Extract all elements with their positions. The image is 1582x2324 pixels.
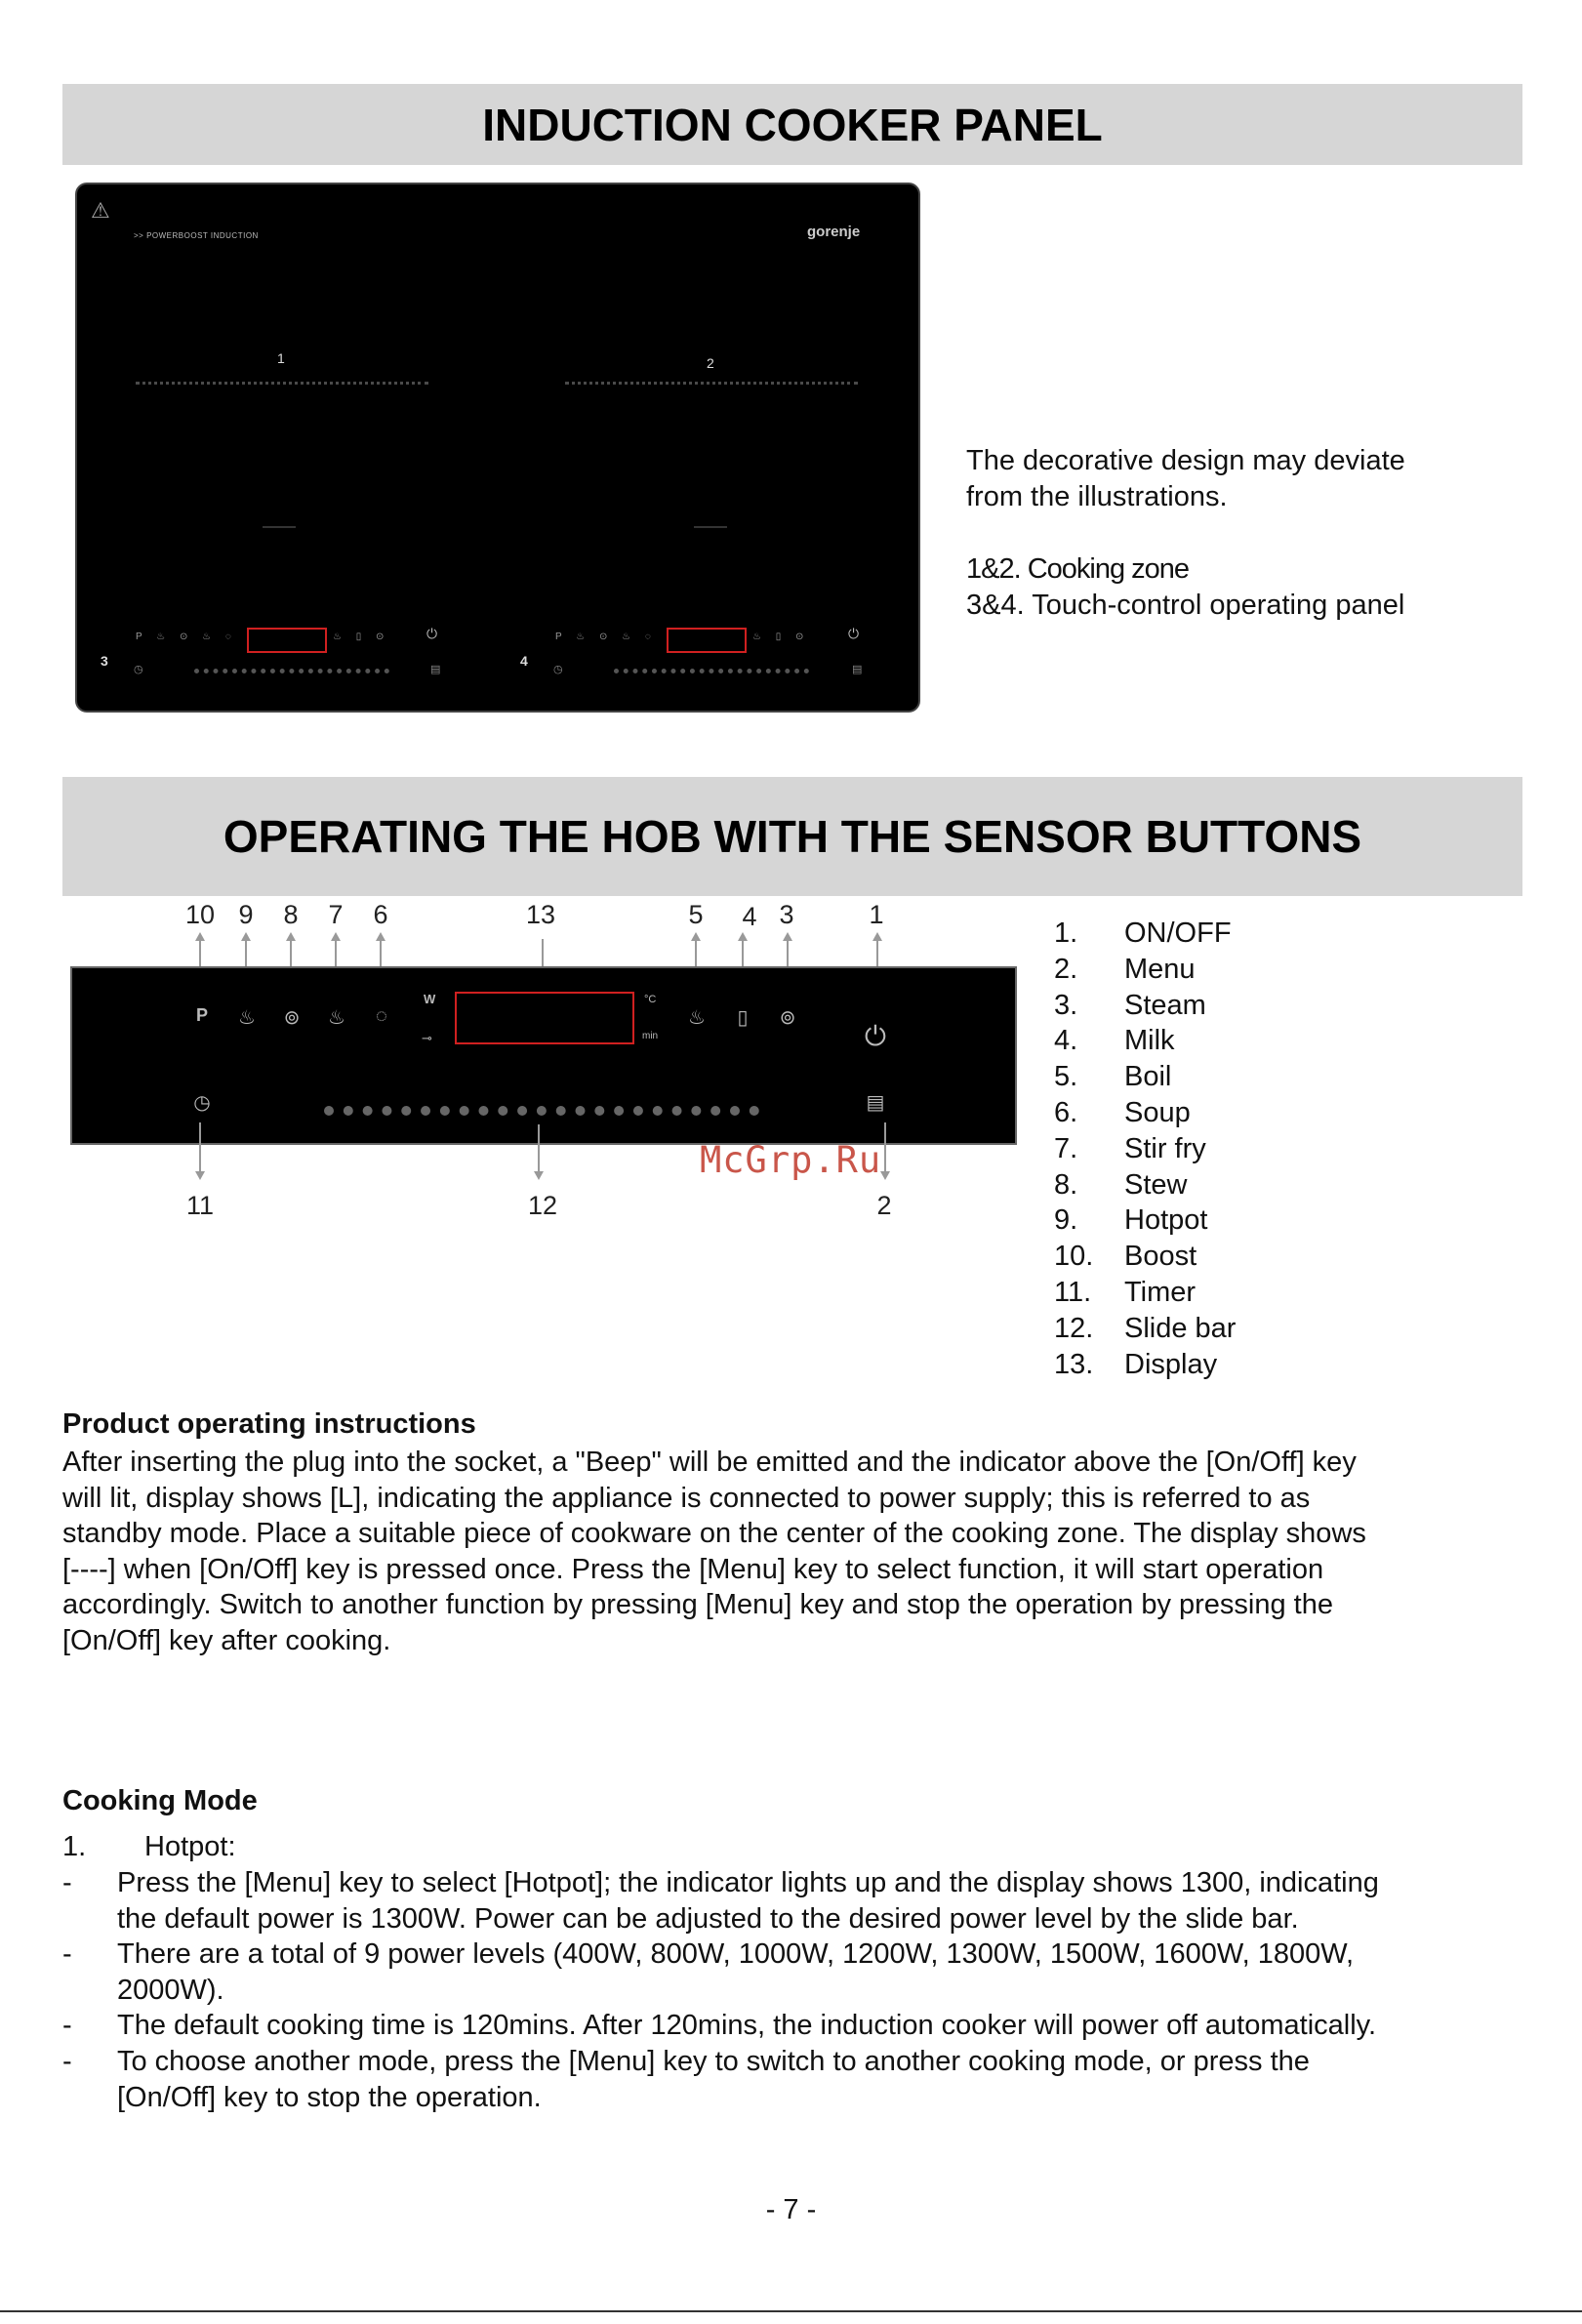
bottom-rule	[0, 2310, 1582, 2312]
page-number: - 7 -	[765, 2194, 817, 2225]
legend-item: 8. Stew	[1054, 1168, 1188, 1201]
display-window	[455, 992, 634, 1044]
zone-2-marker	[694, 526, 727, 528]
menu-icon: ▤	[866, 1092, 885, 1114]
celsius-label: °C	[644, 994, 657, 1005]
instructions-line: [On/Off] key after cooking.	[62, 1624, 391, 1656]
hotpot-detail-item: - Press the [Menu] key to select [Hotpot]; the indicator lights up and the display shows 1300, indicating the default power is 1300W. Power can be adjusted to the desired power level by the slide bar.	[62, 1867, 1379, 1935]
legend-item: 7. Stir fry	[1054, 1132, 1206, 1164]
panel-4-function-icons: P ♨ ⊙ ♨ ◌	[555, 632, 657, 642]
panel-3-slide-bar	[194, 669, 389, 673]
panel-3-menu-icon: ▤	[430, 664, 441, 675]
callout-6: 6	[373, 900, 388, 929]
callout-11: 11	[185, 1191, 215, 1220]
panel-legend-item-1: 1&2. Cooking zone	[966, 553, 1190, 585]
legend-item: 1. ON/OFF	[1054, 917, 1232, 949]
instructions-line: will lit, display shows [L], indicating the appliance is connected to power supply; this is referred to as	[62, 1482, 1311, 1514]
panel-legend	[966, 551, 1404, 624]
panel-label-4: 4	[520, 653, 528, 669]
soup-icon: ◌	[376, 1005, 387, 1027]
leader-12	[538, 1124, 540, 1171]
zone-1-marker	[263, 526, 296, 528]
callout-2: 2	[876, 1191, 892, 1220]
panel-3-display	[247, 628, 327, 653]
warning-triangle-icon: ⚠	[91, 198, 110, 223]
hotpot-detail-item: - The default cooking time is 120mins. After 120mins, the induction cooker will power off automatically.	[62, 2010, 1377, 2042]
legend-item: 9. Hotpot	[1054, 1204, 1208, 1237]
hotpot-subheading	[62, 1829, 1526, 1865]
hotpot-details	[62, 1865, 1526, 2115]
zone-1-slider	[136, 382, 428, 385]
callout-7: 7	[328, 900, 344, 929]
stir-fry-icon: ♨	[328, 1007, 345, 1029]
power-icon: ⏻	[864, 1021, 887, 1051]
instructions-title: Product operating instructions	[62, 1408, 476, 1440]
zone-2-slider	[565, 382, 858, 385]
instructions-line: After inserting the plug into the socket, a "Beep" will be emitted and the indicator above the [On/Off] key	[62, 1447, 1357, 1478]
hotpot-number: 1.	[62, 1831, 87, 1862]
legend-item: 2. Menu	[1054, 953, 1196, 985]
callout-1: 1	[869, 900, 884, 929]
panel-legend-item-2: 3&4. Touch-control operating panel	[966, 590, 1405, 621]
cooking-mode-title: Cooking Mode	[62, 1785, 258, 1816]
panel-4-power-icon: ⏻	[848, 626, 860, 641]
watermark: McGrp.Ru	[700, 1139, 882, 1181]
sensor-legend	[1054, 916, 1236, 1382]
brand-logo: gorenje	[807, 224, 861, 240]
legend-item: 5. Boil	[1054, 1061, 1172, 1093]
timer-icon: ◷	[193, 1092, 211, 1114]
leader-2	[884, 1122, 886, 1171]
slide-bar	[324, 1106, 759, 1116]
legend-item: 12. Slide bar	[1054, 1312, 1237, 1344]
callout-3: 3	[779, 900, 794, 929]
steam-icon: ⊚	[779, 1007, 796, 1029]
milk-icon: ▯	[737, 1007, 749, 1029]
hotpot-icon: ♨	[238, 1007, 256, 1029]
powerboost-badge: >> POWERBOOST INDUCTION	[134, 231, 259, 240]
arrow-11	[195, 1171, 205, 1180]
callout-9: 9	[238, 900, 254, 929]
panel-3-timer-icon: ◷	[134, 664, 143, 675]
instructions-line: standby mode. Place a suitable piece of cookware on the center of the cooking zone. The display shows	[62, 1518, 1366, 1550]
callout-8: 8	[283, 900, 299, 929]
legend-item: 4. Milk	[1054, 1025, 1175, 1057]
minutes-label: min	[642, 1031, 659, 1041]
design-note	[966, 443, 1405, 515]
callout-4: 4	[742, 902, 757, 931]
boil-icon: ♨	[688, 1007, 706, 1029]
hotpot-detail-item: - To choose another mode, press the [Menu] key to switch to another cooking mode, or press the [On/Off] key to stop the operation.	[62, 2045, 1310, 2113]
callout-13: 13	[525, 900, 556, 929]
panel-3-power-icon: ⏻	[426, 626, 438, 641]
section-heading-sensor	[62, 777, 1522, 896]
legend-item: 11. Timer	[1054, 1276, 1197, 1308]
sensor-panel-illustration	[70, 966, 1017, 1145]
zone-label-1: 1	[277, 350, 285, 366]
instructions-line: [----] when [On/Off] key is pressed once. Press the [Menu] key to select function, it will start operation	[62, 1553, 1324, 1585]
design-note-line-1: The decorative design may deviate	[966, 445, 1405, 476]
panel-4-right-icons: ♨ ▯ ⊙	[752, 632, 810, 642]
section-heading-panel	[62, 84, 1522, 165]
watt-label: W	[424, 992, 436, 1006]
heading-text: INDUCTION COOKER PANEL	[482, 99, 1103, 150]
panel-3-right-icons: ♨ ▯ ⊙	[333, 632, 390, 642]
arrow-12	[534, 1171, 544, 1180]
lock-icon: ⊸	[422, 1031, 432, 1045]
instructions-body	[62, 1445, 1526, 1659]
hotpot-detail-item: - There are a total of 9 power levels (400W, 800W, 1000W, 1200W, 1300W, 1500W, 1600W, 1800W, 2000W).	[62, 1938, 1355, 2006]
heading-text: OPERATING THE HOB WITH THE SENSOR BUTTONS	[223, 811, 1362, 862]
callout-12: 12	[527, 1191, 558, 1220]
cooktop-illustration	[75, 183, 920, 713]
legend-item: 3. Steam	[1054, 989, 1206, 1021]
panel-4-slide-bar	[614, 669, 809, 673]
zone-label-2: 2	[707, 355, 714, 371]
instructions-line: accordingly. Switch to another function by pressing [Menu] key and stop the operation by pressing the	[62, 1589, 1333, 1621]
callout-5: 5	[688, 900, 704, 929]
legend-item: 10. Boost	[1054, 1241, 1197, 1273]
boost-p-label: P	[195, 1005, 208, 1025]
legend-item: 13. Display	[1054, 1348, 1218, 1380]
leader-11	[199, 1122, 201, 1171]
legend-item: 6. Soup	[1054, 1096, 1191, 1128]
panel-4-timer-icon: ◷	[553, 664, 563, 675]
hotpot-title: Hotpot:	[144, 1831, 236, 1862]
panel-3-function-icons: P ♨ ⊙ ♨ ◌	[136, 632, 237, 642]
callout-10: 10	[184, 900, 216, 929]
panel-4-menu-icon: ▤	[852, 664, 863, 675]
arrow-2	[880, 1171, 890, 1180]
panel-4-display	[667, 628, 747, 653]
panel-label-3: 3	[101, 653, 108, 669]
stew-icon: ⊚	[283, 1007, 301, 1029]
design-note-line-2: from the illustrations.	[966, 481, 1228, 512]
